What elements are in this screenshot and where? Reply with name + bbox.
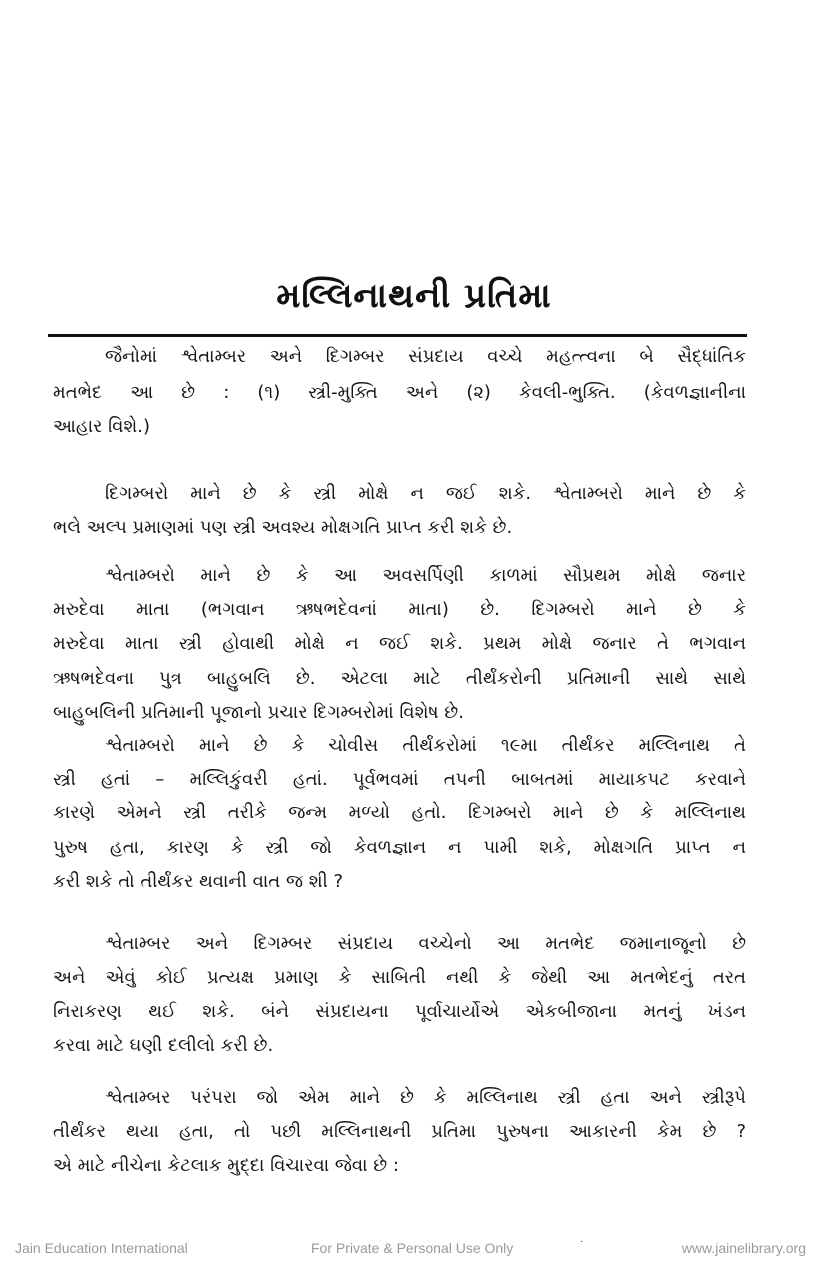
footer-website-link[interactable]: www.jainelibrary.org [681, 1240, 806, 1256]
footer-publisher: Jain Education International [15, 1240, 188, 1256]
footer-usage-notice: For Private & Personal Use Only [311, 1240, 514, 1256]
paragraph-line: મરુદેવા માતા (ભગવાન ઋષભદેવનાં માતા) છે. દિગમ્બરો માને છે કે [53, 599, 746, 620]
paragraph-line: એ માટે નીચેના કેટલાક મુદ્દા વિચારવા જેવા છે : [53, 1155, 399, 1176]
paragraph-line: પુરુષ હતા, કારણ કે સ્ત્રી જો કેવળજ્ઞાન ન પામી શકે, મોક્ષગતિ પ્રાપ્ત ન [53, 837, 746, 858]
paragraph-line: મતભેદ આ છે : (૧) સ્ત્રી-મુક્તિ અને (૨) કેવલી-ભુક્તિ. (કેવળજ્ઞાનીના [53, 382, 746, 403]
paragraph-line: જૈનોમાં શ્વેતામ્બર અને દિગમ્બર સંપ્રદાય વચ્ચે મહત્ત્વના બે સૈદ્ધાંતિક [105, 346, 746, 367]
paragraph-line: કરવા માટે ઘણી દલીલો કરી છે. [53, 1035, 274, 1056]
paragraph-line: શ્વેતામ્બરો માને છે કે આ અવસર્પિણી કાળમાં સૌપ્રથમ મોક્ષે જનાર [105, 565, 746, 586]
paragraph-line: બાહુબલિની પ્રતિમાની પૂજાનો પ્રચાર દિગમ્બરોમાં વિશેષ છે. [53, 702, 464, 723]
paragraph-line: શ્વેતામ્બર અને દિગમ્બર સંપ્રદાય વચ્ચેનો આ મતભેદ જમાનાજૂનો છે [105, 933, 746, 954]
paragraph-line: ભલે અલ્પ પ્રમાણમાં પણ સ્ત્રી અવશ્ય મોક્ષગતિ પ્રાપ્ત કરી શકે છે. [53, 517, 513, 538]
paragraph-line: કારણે એમને સ્ત્રી તરીકે જન્મ મળ્યો હતો. દિગમ્બરો માને છે કે મલ્લિનાથ [53, 802, 746, 823]
footer-dot: · [580, 1236, 584, 1247]
page-title: મલ્લિનાથની પ્રતિમા [276, 276, 552, 316]
title-divider [48, 334, 747, 337]
paragraph-line: મરુદેવા માતા સ્ત્રી હોવાથી મોક્ષે ન જઈ શકે. પ્રથમ મોક્ષે જનાર તે ભગવાન [53, 633, 746, 654]
paragraph-line: શ્વેતામ્બર પરંપરા જો એમ માને છે કે મલ્લિનાથ સ્ત્રી હતા અને સ્ત્રીરૂપે [105, 1087, 746, 1108]
paragraph-line: આહાર વિશે.) [53, 416, 151, 437]
paragraph-line: કરી શકે તો તીર્થંકર થવાની વાત જ શી ? [53, 871, 344, 892]
paragraph-line: સ્ત્રી હતાં – મલ્લિકુંવરી હતાં. પૂર્વભવમાં તપની બાબતમાં માયાકપટ કરવાને [53, 769, 746, 790]
paragraph-line: તીર્થંકર થયા હતા, તો પછી મલ્લિનાથની પ્રતિમા પુરુષના આકારની કેમ છે ? [53, 1121, 746, 1142]
paragraph-line: નિરાકરણ થઈ શકે. બંને સંપ્રદાયના પૂર્વાચાર્યોએ એકબીજાના મતનું ખંડન [53, 1001, 746, 1022]
paragraph-line: દિગમ્બરો માને છે કે સ્ત્રી મોક્ષે ન જઈ શકે. શ્વેતામ્બરો માને છે કે [105, 483, 746, 504]
paragraph-line: શ્વેતામ્બરો માને છે કે ચોવીસ તીર્થંકરોમાં ૧૯મા તીર્થંકર મલ્લિનાથ તે [105, 735, 746, 756]
paragraph-line: અને એવું કોઈ પ્રત્યક્ષ પ્રમાણ કે સાબિતી નથી કે જેથી આ મતભેદનું તરત [53, 967, 746, 988]
paragraph-line: ઋષભદેવના પુત્ર બાહુબલિ છે. એટલા માટે તીર્થંકરોની પ્રતિમાની સાથે સાથે [53, 668, 746, 689]
